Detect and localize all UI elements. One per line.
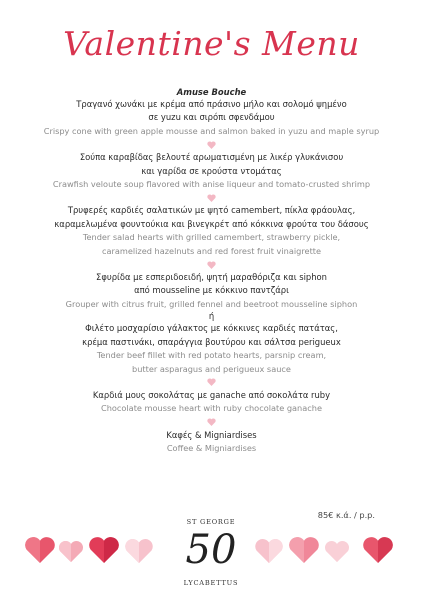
course-greek-line: Τρυφερές καρδιές σαλατικών με ψητό camembert, πίκλα φράουλας, [67, 205, 356, 216]
course-salad [0, 204, 423, 258]
course-dessert [0, 389, 423, 416]
heart-icon [362, 536, 394, 564]
heart-separator [0, 258, 423, 271]
course-english-line: butter asparagus and perigueux sauce [132, 363, 291, 374]
heart-icon [324, 540, 350, 563]
course-heading: Amuse Bouche [176, 87, 247, 97]
heart-icon [207, 141, 216, 149]
course-greek-line: Σούπα καραβίδας βελουτέ αρωματισμένη με λικέρ γλυκάνισου [79, 152, 344, 163]
heart-separator [0, 376, 423, 389]
course-soup [0, 151, 423, 191]
course-greek-line: Τραγανό χωνάκι με κρέμα από πράσινο μήλο και σολομό ψημένο [76, 99, 347, 109]
course-greek-line: Σφυρίδα με εσπεριδοειδή, ψητή μαραθόριζα και siphon [96, 272, 327, 283]
course-english-line: Crawfish veloute soup flavored with anise liqueur and tomato-crusted shrimp [52, 179, 371, 190]
price-label: 85€ κ.ά. / p.p. [317, 510, 375, 520]
or-divider: ή [208, 311, 215, 322]
course-coffee [0, 429, 423, 456]
course-english-line: Chocolate mousse heart with ruby chocolate ganache [100, 403, 322, 414]
heart-icon [24, 536, 56, 564]
course-greek-line: καραμελωμένα φουντούκια και βινεγκρέτ από κόκκινα φρούτα του δάσους [54, 218, 369, 229]
course-english-line: Tender beef fillet with red potato hearts, parsnip cream, [96, 350, 327, 361]
st-george-lycabettus-logo [168, 518, 254, 590]
menu-content [0, 86, 423, 456]
heart-icon [124, 538, 154, 564]
logo-bottom-text: LYCABETTUS [183, 579, 239, 587]
course-amuse-bouche [0, 86, 423, 138]
heart-icon [88, 536, 120, 564]
heart-icon [254, 538, 284, 564]
course-greek-line: σε yuzu και σιρόπι σφενδάμου [148, 112, 275, 123]
heart-separator [0, 416, 423, 429]
course-main [0, 271, 423, 376]
course-greek-line: Φιλέτο μοσχαρίσιο γάλακτος με κόκκινες καρδιές πατάτας, [85, 323, 338, 334]
logo-top-text: ST GEORGE [186, 518, 236, 526]
course-greek-line: και γαρίδα σε κρούστα ντομάτας [141, 165, 282, 176]
menu-title: Valentine's Menu [63, 24, 360, 63]
course-english-line: Grouper with citrus fruit, grilled fennel and beetroot mousseline siphon [65, 298, 358, 309]
heart-icon [288, 536, 320, 564]
course-english-line: Coffee & Migniardises [166, 443, 257, 454]
course-english-line: Crispy cone with green apple mousse and salmon baked in yuzu and maple syrup [43, 125, 380, 136]
heart-icon [207, 418, 216, 426]
heart-separator [0, 191, 423, 204]
heart-icon [207, 194, 216, 202]
course-greek-line: Καφές & Migniardises [166, 429, 257, 440]
heart-icon [58, 540, 84, 563]
heart-separator [0, 138, 423, 151]
logo-number: 50 [185, 527, 237, 573]
course-greek-line: κρέμα παστινάκι, σπαράγγια βουτύρου και σάλτσα perigueux [82, 336, 341, 347]
heart-icon [207, 378, 216, 386]
course-greek-line: Καρδιά μους σοκολάτας με ganache από σοκολάτα ruby [92, 389, 331, 400]
course-english-line: Tender salad hearts with grilled camembert, strawberry pickle, [82, 232, 341, 243]
heart-icon [207, 261, 216, 269]
course-greek-line: από mousseline με κόκκινο παντζάρι [134, 285, 289, 296]
course-english-line: caramelized hazelnuts and red forest fruit vinaigrette [101, 245, 322, 256]
